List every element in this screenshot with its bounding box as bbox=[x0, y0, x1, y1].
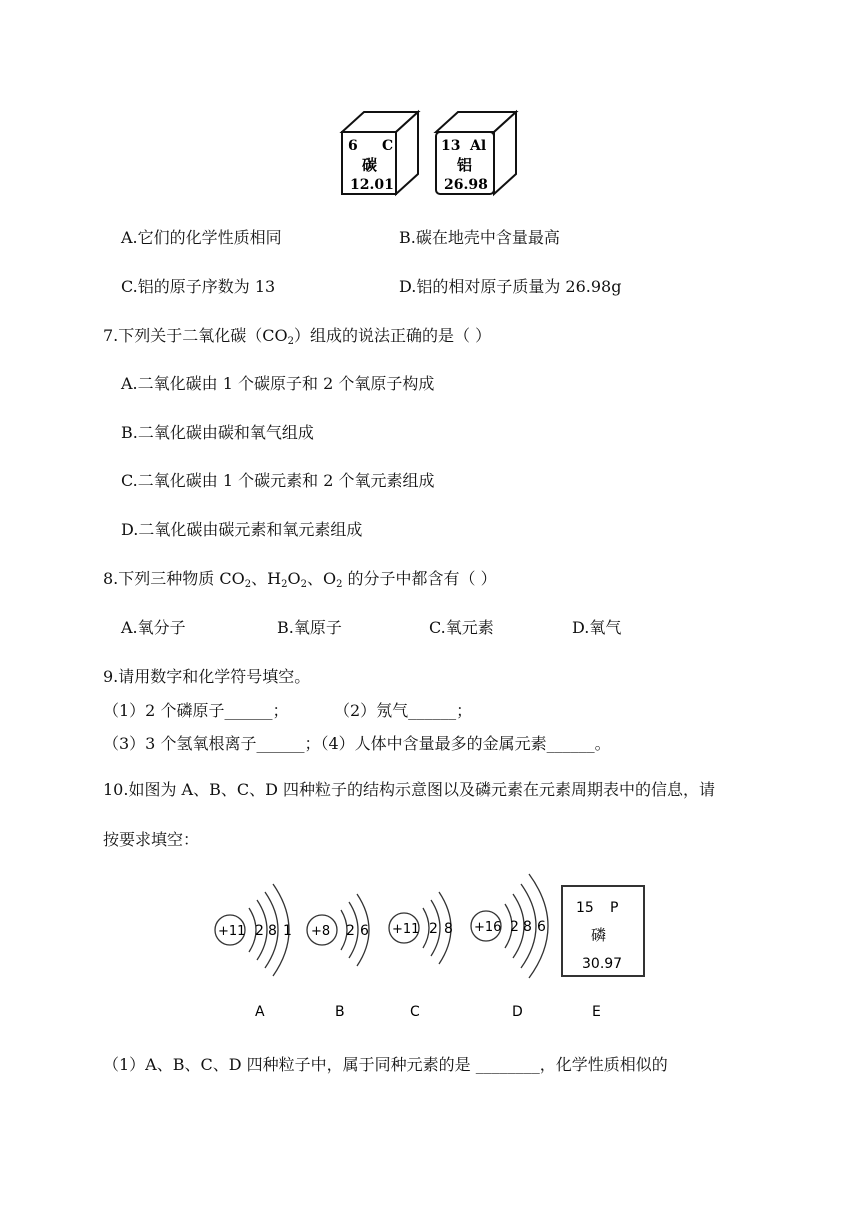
particle-d-shell-2: 8 bbox=[523, 919, 532, 935]
particle-a-shell-2: 8 bbox=[268, 923, 277, 939]
particle-c-shell-1: 2 bbox=[429, 921, 438, 937]
element-cards-figure bbox=[338, 108, 528, 198]
label-c: C bbox=[410, 1004, 420, 1020]
label-b: B bbox=[335, 1004, 345, 1020]
carbon-symbol: C bbox=[382, 138, 394, 154]
q9-part-2: （2）氖气______； bbox=[334, 701, 473, 720]
particle-c-shell-2: 8 bbox=[444, 921, 453, 937]
q7-option-a: A.二氧化碳由 1 个碳原子和 2 个氧原子构成 bbox=[121, 374, 435, 393]
particle-b-shell-1: 2 bbox=[346, 923, 355, 939]
q9-part-3-4: （3）3 个氢氧根离子______；（4）人体中含量最多的金属元素______。 bbox=[103, 734, 611, 753]
particle-b-shell-2: 6 bbox=[360, 923, 369, 939]
carbon-mass: 12.01 bbox=[350, 177, 394, 193]
phosphorus-mass: 30.97 bbox=[582, 956, 623, 972]
q7-option-d: D.二氧化碳由碳元素和氧元素组成 bbox=[121, 520, 363, 539]
q6-option-d: D.铝的相对原子质量为 26.98g bbox=[399, 277, 622, 296]
q7-option-c: C.二氧化碳由 1 个碳元素和 2 个氧元素组成 bbox=[121, 471, 435, 490]
atom-structure-diagram bbox=[205, 870, 655, 1025]
label-d: D bbox=[512, 1004, 523, 1020]
q8-option-b: B.氧原子 bbox=[277, 618, 342, 637]
particle-c-nucleus: +11 bbox=[392, 922, 420, 937]
particle-a-shell-1: 2 bbox=[255, 923, 264, 939]
phosphorus-symbol: P bbox=[610, 900, 619, 916]
aluminum-number: 13 bbox=[441, 138, 461, 154]
phosphorus-number: 15 bbox=[576, 900, 594, 916]
particle-a-nucleus: +11 bbox=[218, 924, 246, 939]
q9-stem: 9.请用数字和化学符号填空。 bbox=[103, 667, 311, 686]
label-a: A bbox=[255, 1004, 265, 1020]
carbon-name: 碳 bbox=[362, 156, 378, 174]
aluminum-symbol: Al bbox=[470, 138, 487, 154]
label-e: E bbox=[592, 1004, 601, 1020]
particle-d-nucleus: +16 bbox=[474, 920, 502, 935]
q10-part-1: （1）A、B、C、D 四种粒子中，属于同种元素的是 ________，化学性质相似的 bbox=[103, 1055, 668, 1074]
q10-stem-line-2: 按要求填空： bbox=[103, 830, 200, 849]
q7-stem: 7.下列关于二氧化碳$(CO_2)$组成的说法正确的是（ ） bbox=[103, 326, 492, 347]
aluminum-name: 铝 bbox=[457, 156, 473, 174]
q8-option-c: C.氧元素 bbox=[429, 618, 494, 637]
q8-option-d: D.氧气 bbox=[572, 618, 622, 637]
particle-d-shell-3: 6 bbox=[537, 919, 546, 935]
q8-option-a: A.氧分子 bbox=[121, 618, 186, 637]
particle-b-nucleus: +8 bbox=[311, 924, 331, 939]
particle-d-shell-1: 2 bbox=[510, 919, 519, 935]
aluminum-mass: 26.98 bbox=[444, 177, 488, 193]
particle-a-shell-3: 1 bbox=[283, 923, 292, 939]
q9-part-1: （1）2 个磷原子______； bbox=[103, 701, 289, 720]
q6-option-c: C.铝的原子序数为 13 bbox=[121, 277, 276, 296]
phosphorus-name: 磷 bbox=[591, 926, 607, 944]
q10-stem-line-1: 10.如图为 A、B、C、D 四种粒子的结构示意图以及磷元素在元素周期表中的信息，请 bbox=[103, 780, 716, 799]
q7-option-b: B.二氧化碳由碳和氧气组成 bbox=[121, 423, 314, 442]
q8-stem: 8.下列三种物质 $CO_2$、$H_2O_2$、$O_2$ 的分子中都含有（ ） bbox=[103, 569, 497, 590]
q6-option-b: B.碳在地壳中含量最高 bbox=[399, 228, 560, 247]
carbon-number: 6 bbox=[348, 138, 358, 154]
q6-option-a: A.它们的化学性质相同 bbox=[121, 228, 282, 247]
